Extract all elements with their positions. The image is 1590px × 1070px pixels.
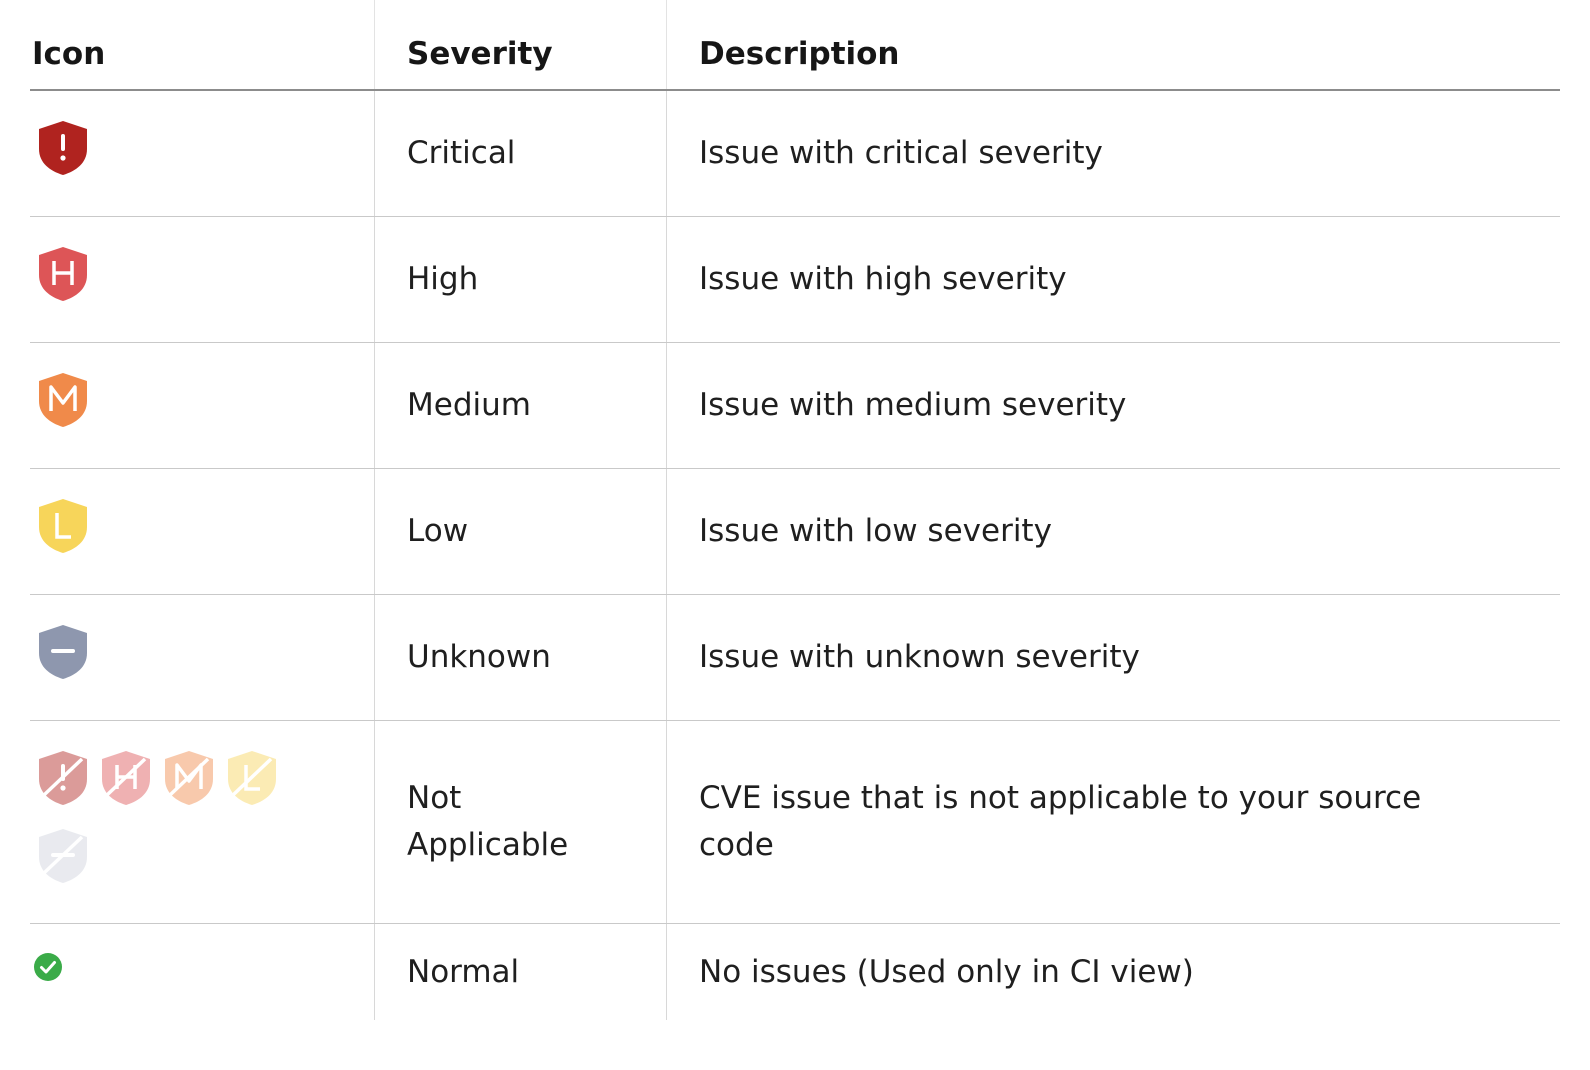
table-row <box>30 343 1560 469</box>
critical-not-applicable-icon <box>36 749 90 807</box>
high-shield-icon <box>36 245 90 303</box>
severity-low: Low <box>374 469 666 594</box>
description-medium: Issue with medium severity <box>666 343 1560 468</box>
table-row <box>30 469 1560 595</box>
table-row <box>30 91 1560 217</box>
description-not-applicable: CVE issue that is not applicable to your source code <box>666 721 1560 923</box>
unknown-shield-icon <box>36 623 90 681</box>
description-unknown: Issue with unknown severity <box>666 595 1560 720</box>
unknown-not-applicable-icon <box>36 827 90 885</box>
header-severity: Severity <box>374 0 666 89</box>
table-row <box>30 924 1560 1020</box>
description-high: Issue with high severity <box>666 217 1560 342</box>
table-row <box>30 217 1560 343</box>
low-shield-icon <box>36 497 90 555</box>
severity-normal: Normal <box>374 924 666 1020</box>
high-not-applicable-icon <box>99 749 153 807</box>
medium-shield-icon <box>36 371 90 429</box>
severity-table <box>30 0 1560 1020</box>
medium-not-applicable-icon <box>162 749 216 807</box>
description-normal: No issues (Used only in CI view) <box>666 924 1560 1020</box>
severity-unknown: Unknown <box>374 595 666 720</box>
header-icon: Icon <box>32 36 106 72</box>
check-circle-icon <box>33 952 63 982</box>
header-description: Description <box>666 0 1560 89</box>
table-header-row <box>30 0 1560 91</box>
severity-medium: Medium <box>374 343 666 468</box>
severity-high: High <box>374 217 666 342</box>
severity-critical: Critical <box>374 91 666 216</box>
description-critical: Issue with critical severity <box>666 91 1560 216</box>
severity-not-applicable: Not Applicable <box>374 721 666 923</box>
table-row <box>30 721 1560 924</box>
not-applicable-shield-icons <box>36 749 316 905</box>
description-low: Issue with low severity <box>666 469 1560 594</box>
low-not-applicable-icon <box>225 749 279 807</box>
table-row <box>30 595 1560 721</box>
critical-shield-icon <box>36 119 90 177</box>
